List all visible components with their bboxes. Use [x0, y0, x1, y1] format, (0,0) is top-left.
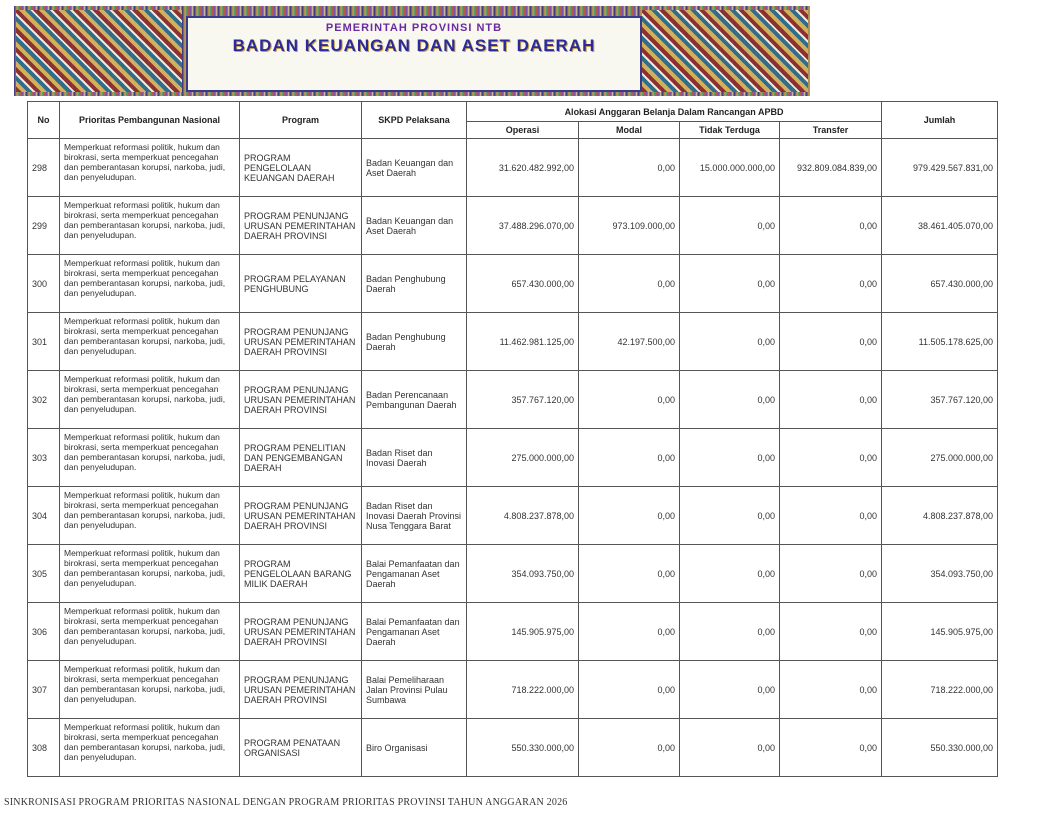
col-header-operasi: Operasi — [467, 122, 579, 139]
cell-transfer: 0,00 — [780, 255, 882, 313]
cell-transfer: 0,00 — [780, 371, 882, 429]
cell-program: PROGRAM PENUNJANG URUSAN PEMERINTAHAN DAERAH PROVINSI — [240, 197, 362, 255]
cell-priority: Memperkuat reformasi politik, hukum dan birokrasi, serta memperkuat pencegahan dan pemberantasan korupsi, narkoba, judi, dan penyeludupan. — [60, 487, 240, 545]
agency-name: BADAN KEUANGAN DAN ASET DAERAH — [232, 36, 596, 55]
cell-skpd: Balai Pemeliharaan Jalan Provinsi Pulau Sumbawa — [362, 661, 467, 719]
cell-modal: 42.197.500,00 — [579, 313, 680, 371]
cell-operasi: 718.222.000,00 — [467, 661, 579, 719]
cell-skpd: Badan Keuangan dan Aset Daerah — [362, 139, 467, 197]
table-row — [28, 255, 998, 313]
header-row-1 — [28, 102, 998, 122]
cell-skpd: Biro Organisasi — [362, 719, 467, 777]
table-row — [28, 487, 998, 545]
cell-modal: 0,00 — [579, 545, 680, 603]
cell-modal: 0,00 — [579, 429, 680, 487]
cell-tidak-terduga: 15.000.000.000,00 — [680, 139, 780, 197]
cell-skpd: Badan Penghubung Daerah — [362, 313, 467, 371]
cell-transfer: 0,00 — [780, 719, 882, 777]
cell-priority: Memperkuat reformasi politik, hukum dan birokrasi, serta memperkuat pencegahan dan pemberantasan korupsi, narkoba, judi, dan penyeludupan. — [60, 371, 240, 429]
cell-program: PROGRAM PENUNJANG URUSAN PEMERINTAHAN DAERAH PROVINSI — [240, 487, 362, 545]
cell-modal: 0,00 — [579, 371, 680, 429]
cell-program: PROGRAM PENUNJANG URUSAN PEMERINTAHAN DAERAH PROVINSI — [240, 313, 362, 371]
cell-priority: Memperkuat reformasi politik, hukum dan birokrasi, serta memperkuat pencegahan dan pemberantasan korupsi, narkoba, judi, dan penyeludupan. — [60, 661, 240, 719]
cell-skpd: Badan Penghubung Daerah — [362, 255, 467, 313]
cell-operasi: 354.093.750,00 — [467, 545, 579, 603]
cell-operasi: 145.905.975,00 — [467, 603, 579, 661]
col-header-modal: Modal — [579, 122, 680, 139]
table-row — [28, 139, 998, 197]
cell-program: PROGRAM PENUNJANG URUSAN PEMERINTAHAN DAERAH PROVINSI — [240, 661, 362, 719]
cell-jumlah: 145.905.975,00 — [882, 603, 998, 661]
cell-priority: Memperkuat reformasi politik, hukum dan birokrasi, serta memperkuat pencegahan dan pemberantasan korupsi, narkoba, judi, dan penyeludupan. — [60, 313, 240, 371]
cell-jumlah: 38.461.405.070,00 — [882, 197, 998, 255]
cell-modal: 0,00 — [579, 487, 680, 545]
cell-transfer: 0,00 — [780, 429, 882, 487]
cell-skpd: Balai Pemanfaatan dan Pengamanan Aset Daerah — [362, 603, 467, 661]
cell-operasi: 275.000.000,00 — [467, 429, 579, 487]
cell-no: 308 — [28, 719, 60, 777]
cell-jumlah: 357.767.120,00 — [882, 371, 998, 429]
cell-skpd: Badan Riset dan Inovasi Daerah Provinsi Nusa Tenggara Barat — [362, 487, 467, 545]
cell-transfer: 0,00 — [780, 603, 882, 661]
cell-no: 301 — [28, 313, 60, 371]
cell-program: PROGRAM PENGELOLAAN KEUANGAN DAERAH — [240, 139, 362, 197]
col-header-priority: Prioritas Pembangunan Nasional — [60, 102, 240, 139]
table-body — [28, 139, 998, 777]
table-row — [28, 371, 998, 429]
cell-jumlah: 718.222.000,00 — [882, 661, 998, 719]
cell-modal: 973.109.000,00 — [579, 197, 680, 255]
cell-no: 304 — [28, 487, 60, 545]
cell-tidak-terduga: 0,00 — [680, 603, 780, 661]
col-header-transfer: Transfer — [780, 122, 882, 139]
cell-skpd: Badan Perencanaan Pembangunan Daerah — [362, 371, 467, 429]
cell-transfer: 0,00 — [780, 313, 882, 371]
cell-program: PROGRAM PENUNJANG URUSAN PEMERINTAHAN DAERAH PROVINSI — [240, 371, 362, 429]
cell-jumlah: 11.505.178.625,00 — [882, 313, 998, 371]
col-header-tidak-terduga: Tidak Terduga — [680, 122, 780, 139]
cell-transfer: 932.809.084.839,00 — [780, 139, 882, 197]
cell-priority: Memperkuat reformasi politik, hukum dan birokrasi, serta memperkuat pencegahan dan pemberantasan korupsi, narkoba, judi, dan penyeludupan. — [60, 139, 240, 197]
cell-priority: Memperkuat reformasi politik, hukum dan birokrasi, serta memperkuat pencegahan dan pemberantasan korupsi, narkoba, judi, dan penyeludupan. — [60, 545, 240, 603]
cell-jumlah: 4.808.237.878,00 — [882, 487, 998, 545]
cell-operasi: 550.330.000,00 — [467, 719, 579, 777]
government-name: PEMERINTAH PROVINSI NTB — [325, 22, 503, 34]
cell-no: 302 — [28, 371, 60, 429]
col-header-program: Program — [240, 102, 362, 139]
cell-tidak-terduga: 0,00 — [680, 429, 780, 487]
cell-no: 300 — [28, 255, 60, 313]
cell-transfer: 0,00 — [780, 545, 882, 603]
cell-no: 307 — [28, 661, 60, 719]
cell-operasi: 657.430.000,00 — [467, 255, 579, 313]
cell-modal: 0,00 — [579, 255, 680, 313]
table-row — [28, 661, 998, 719]
cell-jumlah: 550.330.000,00 — [882, 719, 998, 777]
cell-priority: Memperkuat reformasi politik, hukum dan birokrasi, serta memperkuat pencegahan dan pemberantasan korupsi, narkoba, judi, dan penyeludupan. — [60, 429, 240, 487]
cell-operasi: 4.808.237.878,00 — [467, 487, 579, 545]
col-header-jumlah: Jumlah — [882, 102, 998, 139]
cell-modal: 0,00 — [579, 603, 680, 661]
cell-priority: Memperkuat reformasi politik, hukum dan birokrasi, serta memperkuat pencegahan dan pemberantasan korupsi, narkoba, judi, dan penyeludupan. — [60, 197, 240, 255]
cell-skpd: Balai Pemanfaatan dan Pengamanan Aset Daerah — [362, 545, 467, 603]
letterhead-banner — [14, 6, 810, 96]
cell-priority: Memperkuat reformasi politik, hukum dan birokrasi, serta memperkuat pencegahan dan pemberantasan korupsi, narkoba, judi, dan penyeludupan. — [60, 719, 240, 777]
cell-program: PROGRAM PENATAAN ORGANISASI — [240, 719, 362, 777]
cell-program: PROGRAM PENELITIAN DAN PENGEMBANGAN DAERAH — [240, 429, 362, 487]
cell-program: PROGRAM PENGELOLAAN BARANG MILIK DAERAH — [240, 545, 362, 603]
cell-tidak-terduga: 0,00 — [680, 487, 780, 545]
cell-modal: 0,00 — [579, 719, 680, 777]
letterhead-ornament-right — [642, 10, 808, 92]
cell-operasi: 37.488.296.070,00 — [467, 197, 579, 255]
cell-jumlah: 354.093.750,00 — [882, 545, 998, 603]
col-header-allocation: Alokasi Anggaran Belanja Dalam Rancangan APBD — [467, 102, 882, 122]
table-row — [28, 197, 998, 255]
cell-jumlah: 657.430.000,00 — [882, 255, 998, 313]
cell-transfer: 0,00 — [780, 661, 882, 719]
cell-no: 298 — [28, 139, 60, 197]
cell-priority: Memperkuat reformasi politik, hukum dan birokrasi, serta memperkuat pencegahan dan pemberantasan korupsi, narkoba, judi, dan penyeludupan. — [60, 255, 240, 313]
cell-operasi: 11.462.981.125,00 — [467, 313, 579, 371]
cell-tidak-terduga: 0,00 — [680, 719, 780, 777]
table-row — [28, 313, 998, 371]
cell-tidak-terduga: 0,00 — [680, 371, 780, 429]
cell-tidak-terduga: 0,00 — [680, 545, 780, 603]
cell-no: 303 — [28, 429, 60, 487]
cell-no: 299 — [28, 197, 60, 255]
cell-operasi: 357.767.120,00 — [467, 371, 579, 429]
cell-jumlah: 275.000.000,00 — [882, 429, 998, 487]
cell-skpd: Badan Keuangan dan Aset Daerah — [362, 197, 467, 255]
cell-no: 306 — [28, 603, 60, 661]
cell-tidak-terduga: 0,00 — [680, 661, 780, 719]
cell-priority: Memperkuat reformasi politik, hukum dan birokrasi, serta memperkuat pencegahan dan pemberantasan korupsi, narkoba, judi, dan penyeludupan. — [60, 603, 240, 661]
cell-tidak-terduga: 0,00 — [680, 255, 780, 313]
cell-tidak-terduga: 0,00 — [680, 197, 780, 255]
cell-program: PROGRAM PELAYANAN PENGHUBUNG — [240, 255, 362, 313]
letterhead-ornament-left — [16, 10, 182, 92]
table-row — [28, 429, 998, 487]
document-footer: SINKRONISASI PROGRAM PRIORITAS NASIONAL DENGAN PROGRAM PRIORITAS PROVINSI TAHUN ANGGARAN 2026 — [4, 797, 568, 808]
col-header-no: No — [28, 102, 60, 139]
cell-modal: 0,00 — [579, 661, 680, 719]
cell-tidak-terduga: 0,00 — [680, 313, 780, 371]
cell-program: PROGRAM PENUNJANG URUSAN PEMERINTAHAN DAERAH PROVINSI — [240, 603, 362, 661]
cell-transfer: 0,00 — [780, 197, 882, 255]
cell-jumlah: 979.429.567.831,00 — [882, 139, 998, 197]
cell-skpd: Badan Riset dan Inovasi Daerah — [362, 429, 467, 487]
col-header-skpd: SKPD Pelaksana — [362, 102, 467, 139]
table-row — [28, 603, 998, 661]
cell-modal: 0,00 — [579, 139, 680, 197]
cell-operasi: 31.620.482.992,00 — [467, 139, 579, 197]
table-row — [28, 545, 998, 603]
cell-transfer: 0,00 — [780, 487, 882, 545]
cell-no: 305 — [28, 545, 60, 603]
table-row — [28, 719, 998, 777]
budget-table — [27, 101, 998, 777]
letterhead-title-panel — [186, 16, 642, 92]
